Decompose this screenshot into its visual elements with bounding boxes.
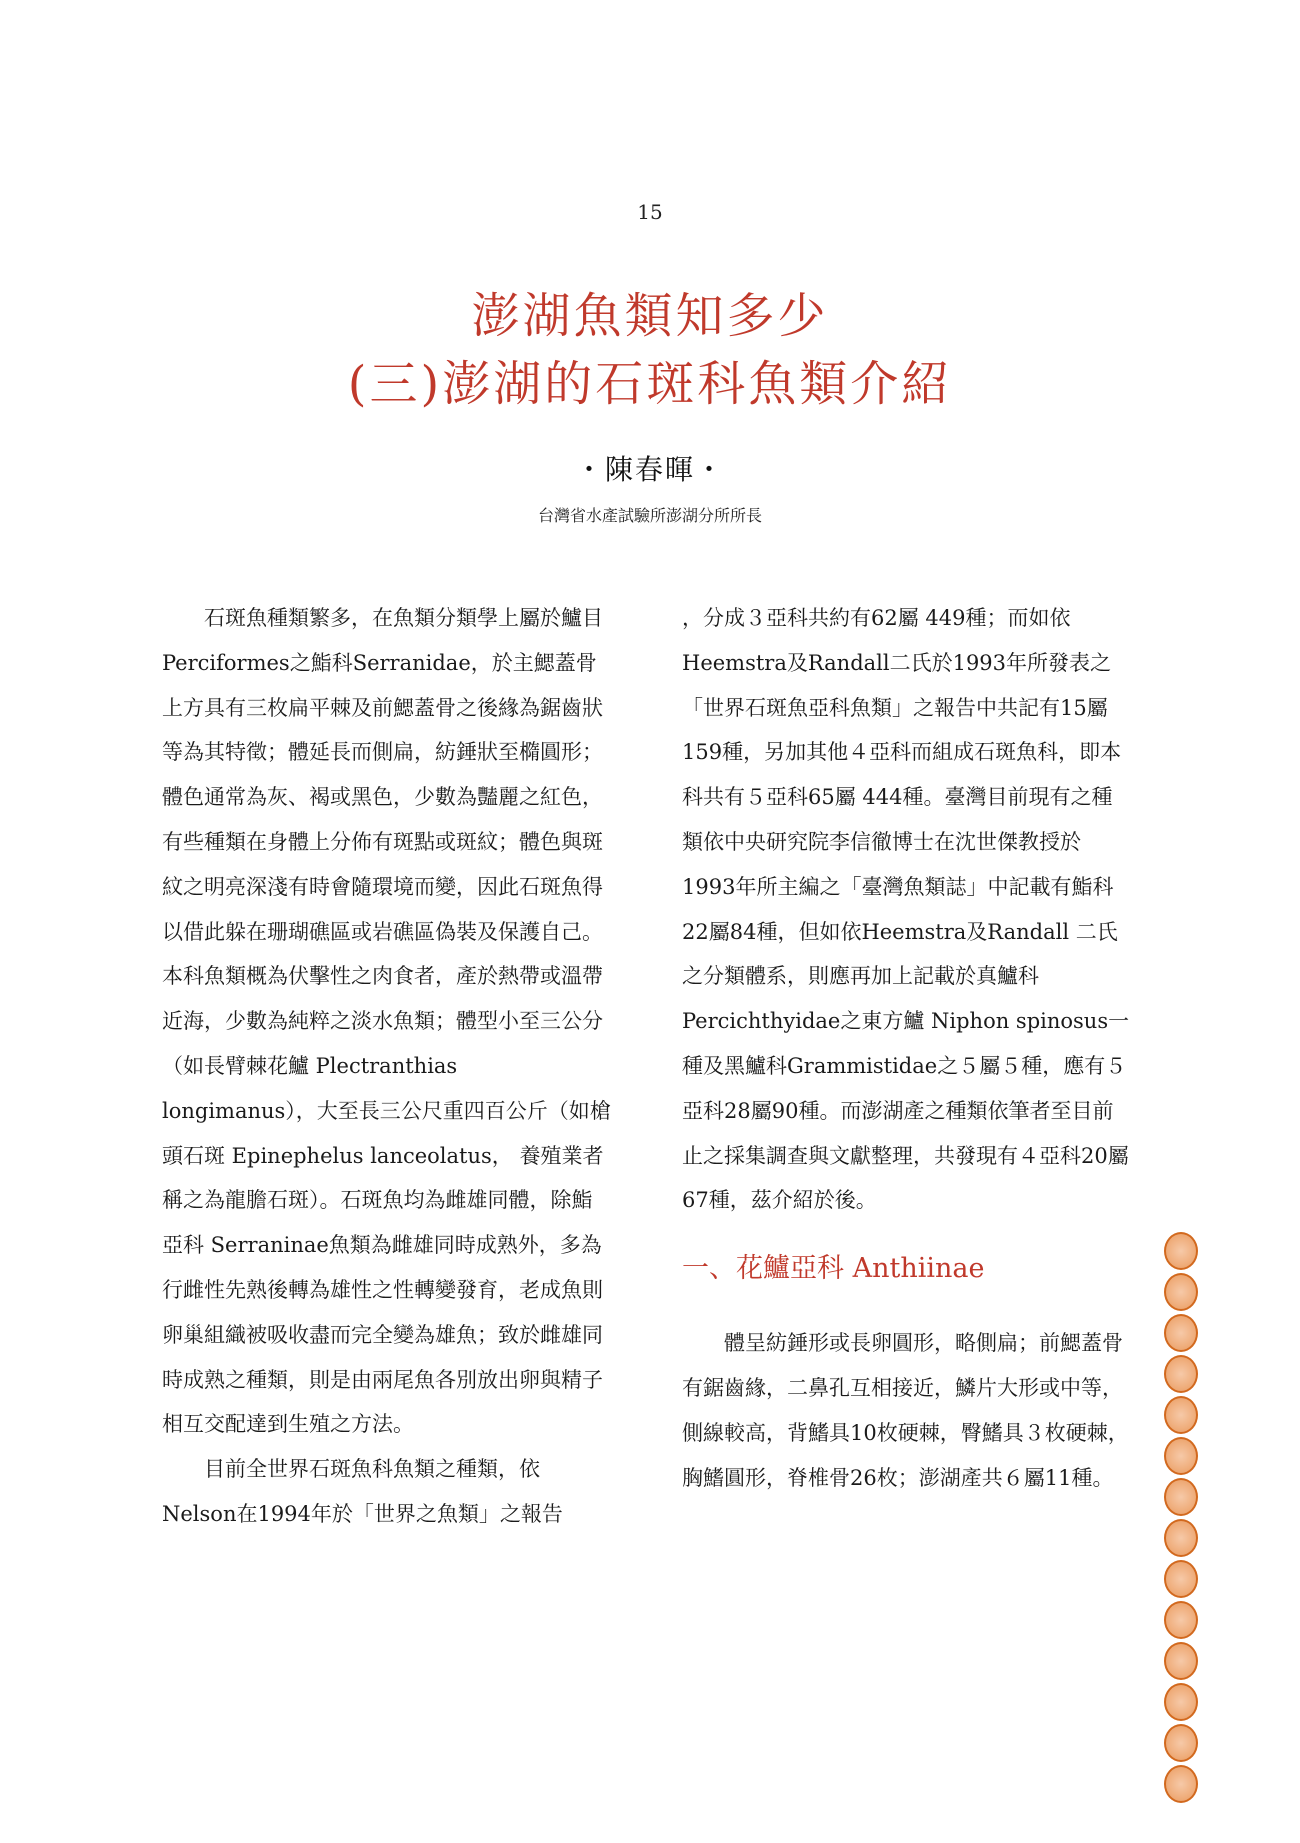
right-column [682, 596, 1132, 1500]
right-paragraph-2: 體呈紡錘形或長卵圓形，略側扁；前鰓蓋骨有鋸齒緣，二鼻孔互相接近，鱗片大形或中等，側線較高，背鰭具10枚硬棘，臀鰭具３枚硬棘，胸鰭圓形，脊椎骨26枚；澎湖產共６屬11種。 [682, 1331, 1129, 1490]
author-affiliation: 台灣省水產試驗所澎湖分所所長 [537, 506, 762, 525]
seal-stamp-icon [1164, 1273, 1198, 1311]
seal-stamp-icon [1164, 1478, 1198, 1516]
seal-stamp-icon [1164, 1437, 1198, 1475]
seal-stamp-icon [1164, 1683, 1198, 1721]
left-column [162, 596, 612, 1537]
section-heading-anthiinae: 一、花鱸亞科 Anthiinae [682, 1253, 985, 1285]
seal-stamp-icon [1164, 1355, 1198, 1393]
seal-stamp-icon [1164, 1314, 1198, 1352]
left-paragraph-2: 目前全世界石斑魚科魚類之種類，依Nelson在1994年於「世界之魚類」之報告 [162, 1457, 563, 1526]
seal-stamp-icon [1164, 1642, 1198, 1680]
right-paragraph-1: ，分成３亞科共約有62屬 449種；而如依Heemstra及Randall二氏於1993年所發表之「世界石斑魚亞科魚類」之報告中共記有15屬 159種，另加其他４亞科而組成石斑魚科，即本科共有５亞科65屬 444種。臺灣目前現有之種類依中央研究院李信徹博士在沈世傑教授於1993年所主編之「臺灣魚類誌」中記載有鮨科22屬84種，但如依Heemstra及Randall 二氏之分類體系，則應再加上記載於真鱸科Percichthyidae之東方鱸 Niphon spinosus一種及黑鱸科Grammistidae之５屬５種，應有５亞科28屬90種。而澎湖產之種類依筆者至目前止之採集調查與文獻整理，共發現有４亞科20屬67種，茲介紹於後。 [682, 606, 1130, 1213]
left-paragraph-1: 石斑魚種類繁多，在魚類分類學上屬於鱸目 Perciformes之鮨科Serranidae，於主鰓蓋骨上方具有三枚扁平棘及前鰓蓋骨之後緣為鋸齒狀等為其特徵；體延長而側扁，紡錘狀至橢圓形；體色通常為灰、褐或黑色，少數為豔麗之紅色，有些種類在身體上分佈有斑點或斑紋；體色與斑紋之明亮深淺有時會隨環境而變，因此石斑魚得以借此躲在珊瑚礁區或岩礁區偽裝及保護自己。本科魚類概為伏擊性之肉食者，產於熱帶或溫帶近海，少數為純粹之淡水魚類；體型小至三公分（如長臂棘花鱸 Plectranthias longimanus），大至長三公尺重四百公斤（如槍頭石斑 Epinephelus lanceolatus， 養殖業者稱之為龍膽石斑）。石斑魚均為雌雄同體，除鮨亞科 Serraninae魚類為雌雄同時成熟外，多為行雌性先熟後轉為雄性之性轉變發育，老成魚則卵巢組織被吸收盡而完全變為雄魚；致於雌雄同時成熟之種類，則是由兩尾魚各別放出卵與精子相互交配達到生殖之方法。 [162, 606, 611, 1437]
seal-stamp-icon [1164, 1232, 1198, 1270]
decorative-seal-strip [1162, 1232, 1202, 1803]
seal-stamp-icon [1164, 1765, 1198, 1803]
article-title-line-2: (三)澎湖的石斑科魚類介紹 [347, 356, 953, 412]
seal-stamp-icon [1164, 1396, 1198, 1434]
seal-stamp-icon [1164, 1560, 1198, 1598]
article-title-line-1: 澎湖魚類知多少 [471, 288, 829, 344]
author-name: ・陳春暉・ [574, 453, 725, 486]
seal-stamp-icon [1164, 1601, 1198, 1639]
page-number: 15 [637, 200, 663, 224]
seal-stamp-icon [1164, 1724, 1198, 1762]
seal-stamp-icon [1164, 1519, 1198, 1557]
